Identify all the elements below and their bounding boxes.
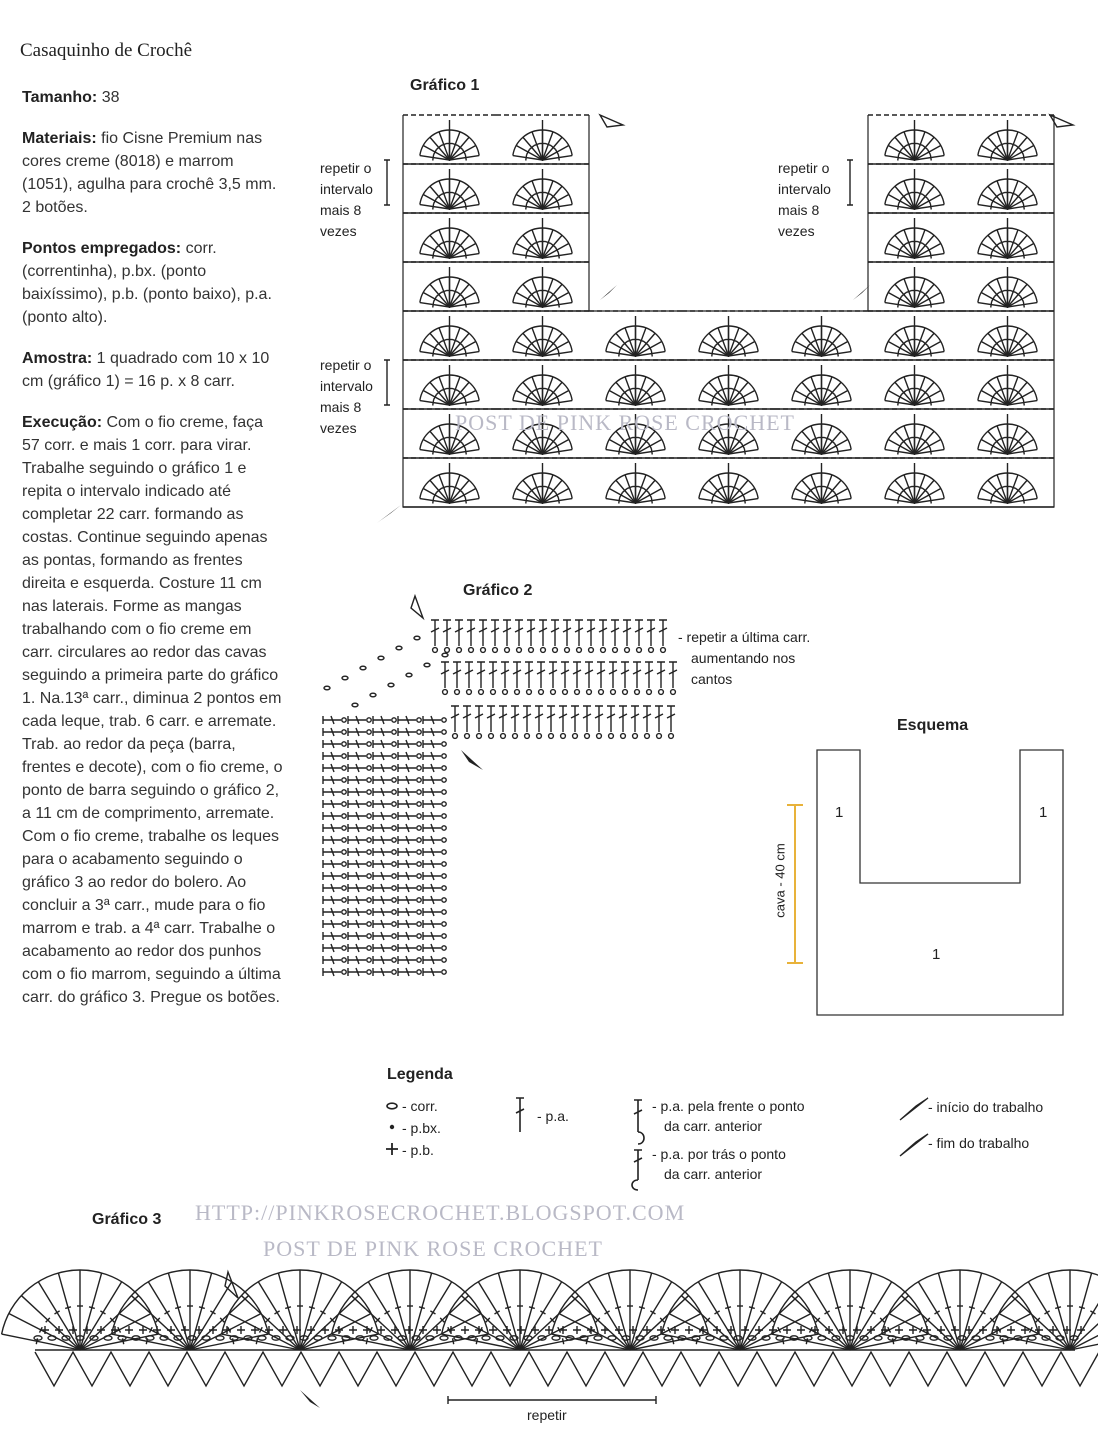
chart1-diagram [395,105,1065,525]
fan-motif [978,326,1037,357]
legend-pa-frente-1: - p.a. pela frente o ponto [652,1098,805,1114]
fan-motif [978,277,1037,308]
legend-corr: - corr. [402,1098,438,1114]
repeat-bracket [448,1396,656,1404]
note-line: vezes [778,223,815,239]
chart1-repeat-note-upper-right [778,158,831,242]
fan-motif [513,473,572,504]
url-watermark: HTTP://PINKROSECROCHET.BLOGSPOT.COM [195,1200,686,1225]
legend-fim: - fim do trabalho [928,1135,1030,1151]
section-label: Amostra: [22,350,93,367]
repeat-bracket [847,160,853,205]
section-label: Materiais: [22,130,97,147]
section-tamanho [22,86,284,109]
fan-motif [885,179,944,210]
fan-motif [978,228,1037,259]
fan-motif [699,473,758,504]
chart1-repeat-note-lower-left [320,355,373,439]
schema-diagram [770,745,1070,1020]
fan-motif [513,326,572,357]
chart2-column [373,716,396,976]
chain-stitch [342,676,348,680]
legend-pb: - p.b. [402,1142,434,1158]
fan-motif [420,277,479,308]
section-materiais [22,127,284,219]
chart3-repeat-label: repetir [527,1407,567,1423]
section-label: Pontos empregados: [22,240,182,257]
note-line: repetir o [320,160,372,176]
repeat-bracket [384,360,390,405]
fan-motif [420,326,479,357]
fan-motif [772,1270,929,1350]
schema-label-body: 1 [932,946,941,963]
chain-stitch [378,656,384,660]
fan-motif [606,326,665,357]
start-arrow-icon [377,505,401,523]
legend-title: Legenda [387,1066,453,1083]
section-pontos [22,237,284,329]
corr-symbol [387,1103,397,1109]
chain-stitch [396,646,402,650]
section-amostra [22,347,284,393]
section-text: Com o fio creme, faça 57 corr. e mais 1 corr. para virar. Trabalhe seguindo o gráfico 1 e repita o intervalo indicado até completar 22 carr. formando as costas. Continue seguindo apenas as pontas, formando as frentes direita e esquerda. Costure 11 cm nas laterais. Forme as mangas trabalhando com o fio creme em carr. circulares ao redor das cavas seguindo a primeira parte do gráfico 1. Na.13ª carr., diminua 2 pontos em cada leque, trab. 6 carr. e arremate. Trab. ao redor da peça (barra, frentes e decote), com o fio creme, o ponto de barra seguindo o gráfico 2, a 11 cm de comprimento, arremate. Com o fio creme, trabalhe os leques para o acabamento seguindo o gráfico 3 ao redor do bolero. Ao concluir a 3ª carr., mude para o fio marrom e trab. a 4ª carr. Trabalhe o acabamento ao redor dos punhos com o fio marrom, seguindo a última carr. do gráfico 3. Pregue os botões. [22,414,283,1006]
chart1-watermark: POST DE PINK ROSE CROCHET [455,410,795,435]
chain-stitch [352,703,358,707]
fan-motif [513,130,572,161]
chart2-column [398,716,421,976]
pbx-symbol [390,1125,394,1129]
note-line: repetir o [320,357,372,373]
chart2-row [431,620,667,652]
fan-motif [792,473,851,504]
note-line: intervalo [320,181,373,197]
note-line: mais 8 [320,399,362,415]
instructions-column [22,86,284,1027]
chain-stitch [360,666,366,670]
pa-tras-symbol [632,1150,642,1190]
end-arrow-icon [411,596,423,618]
fan-motif [978,130,1037,161]
inicio-arrow-icon [900,1098,928,1120]
chart3-zigzag [35,1352,1098,1386]
note-line: intervalo [778,181,831,197]
chart1-repeat-note-upper-left [320,158,373,242]
fan-motif [112,1270,269,1350]
chart2-title: Gráfico 2 [463,582,533,599]
note-line: aumentando nos [691,650,796,666]
fan-motif [662,1270,819,1350]
schema-outline [817,750,1063,1015]
fan-motif [606,375,665,406]
fan-motif [699,326,758,357]
fan-motif [978,179,1037,210]
note-line: mais 8 [320,202,362,218]
section-text: corr. (correntinha), p.bx. (ponto baixíssimo), p.b. (ponto baixo), p.a. (ponto alto). [22,240,272,326]
chain-stitch [388,683,394,687]
cava-label: cava - 40 cm [772,843,788,918]
fan-motif [606,473,665,504]
chart2-row [451,706,675,738]
chain-stitch [442,653,448,657]
fan-motif [2,1270,159,1350]
chain-stitch [324,686,330,690]
chain-stitch [414,636,420,640]
legend-inicio: - início do trabalho [928,1099,1044,1115]
chart2-column [323,716,346,976]
fan-motif [513,179,572,210]
fan-motif [978,375,1037,406]
fan-motif [882,1270,1039,1350]
chain-stitch [370,693,376,697]
chart2-row [441,662,677,694]
fan-motif [792,424,851,455]
pb-symbol [386,1143,398,1155]
fan-motif [792,375,851,406]
section-text: 38 [97,89,120,106]
page-title: Casaquinho de Crochê [20,40,193,61]
legend-pa-tras-1: - p.a. por trás o ponto [652,1146,786,1162]
fan-motif [420,473,479,504]
schema-label-right: 1 [1039,804,1048,821]
fan-motif [885,130,944,161]
fan-motif [442,1270,599,1350]
note-line: repetir o [778,160,830,176]
chain-stitch [424,663,430,667]
fan-motif [978,473,1037,504]
legend-pa-tras-2: da carr. anterior [664,1166,763,1182]
fan-motif [513,277,572,308]
fan-motif [792,326,851,357]
fan-motif [420,130,479,161]
schema-label-left: 1 [835,804,844,821]
fan-motif [885,375,944,406]
section-label: Execução: [22,414,103,431]
note-line: - repetir a última carr. [678,629,811,645]
fim-arrow-icon [900,1134,928,1156]
fan-motif [978,424,1037,455]
section-text: 1 quadrado com 10 x 10 cm (gráfico 1) = 16 p. x 8 carr. [22,350,270,390]
note-line: cantos [691,671,733,687]
legend-pa: - p.a. [537,1108,569,1124]
fan-motif [420,375,479,406]
fan-motif [885,228,944,259]
fan-motif [885,424,944,455]
chain-stitch [406,673,412,677]
section-text: fio Cisne Premium nas cores creme (8018) e marrom (1051), agulha para crochê 3,5 mm. 2 botões. [22,130,277,216]
section-label: Tamanho: [22,89,98,106]
start-arrow-icon [461,750,483,770]
legend-pa-frente-2: da carr. anterior [664,1118,763,1134]
fan-motif [420,179,479,210]
section-execucao [22,411,284,1009]
end-arrow-icon [600,115,623,127]
fan-motif [513,375,572,406]
fan-motif [420,228,479,259]
note-line: vezes [320,223,357,239]
post-watermark: POST DE PINK ROSE CROCHET [263,1236,603,1261]
note-line: vezes [320,420,357,436]
note-line: intervalo [320,378,373,394]
pa-frente-symbol [634,1100,644,1144]
pa-symbol [516,1098,524,1132]
chart2-column [423,716,446,976]
start-arrow-icon [300,1390,320,1408]
fan-motif [885,326,944,357]
chart2-column [348,716,371,976]
chart3-title: Gráfico 3 [92,1211,162,1228]
fan-motif [885,277,944,308]
fan-motif [332,1270,489,1350]
fan-motif [513,228,572,259]
fan-motif [699,375,758,406]
note-line: mais 8 [778,202,820,218]
chart2-note [678,627,810,690]
chart1-title: Gráfico 1 [410,77,480,94]
schema-title: Esquema [897,717,969,734]
arrow-icon [600,285,617,300]
legend-pbx: - p.bx. [402,1120,441,1136]
repeat-bracket [384,160,390,205]
chart3-diagram [20,1240,1085,1430]
fan-motif [885,473,944,504]
chart2-diagram [315,590,685,980]
